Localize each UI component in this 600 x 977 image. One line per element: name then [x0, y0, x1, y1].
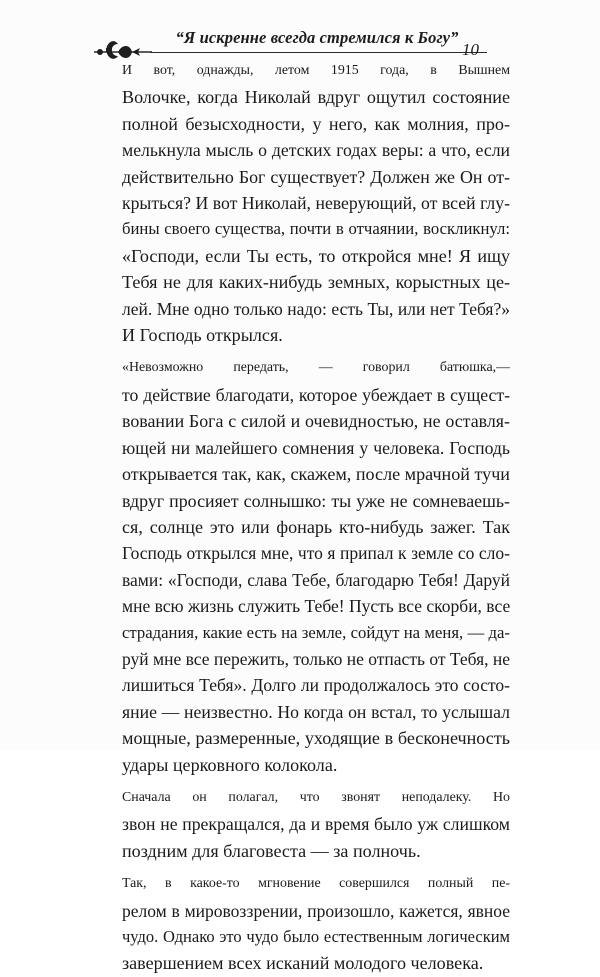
text-line: Волочке, когда Николай вдруг ощутил состояние — [122, 87, 510, 108]
text-line: чудо. Однако это чудо было естественным логическим — [122, 927, 510, 946]
body-text — [92, 58, 510, 977]
text-line: ющей ни малейшего сомнения у человека. Господь — [122, 437, 510, 458]
text-line: Так, в какое-то мгновение совершился полный пе- — [122, 876, 510, 892]
text-line: открывается так, как, скажем, после мрачной тучи — [122, 464, 510, 485]
text-line: удары церковного колокола. — [122, 754, 338, 775]
text-line: вдруг просияет солнышко: ты уже не сомневаешь- — [122, 490, 510, 511]
text-line: поздним для благовеста — за полночь. — [122, 840, 421, 861]
text-line: мощные, размеренные, уходящие в бесконечность — [122, 728, 510, 749]
text-line: Тебя не для каких-нибудь земных, корыстных це- — [122, 272, 510, 293]
text-line: Сначала он полагал, что звонят неподалеку. Но — [122, 789, 510, 805]
running-header — [92, 22, 487, 62]
text-line: яние — неизвестно. Но когда он встал, то услышал — [122, 701, 510, 722]
text-line: звон не прекращался, да и время было уж слишком — [122, 814, 510, 835]
text-line: завершением всех исканий молодого человека. — [122, 953, 484, 974]
text-line: лишиться Тебя». Долго ли продолжалось это состо- — [122, 675, 510, 696]
paragraph — [92, 355, 510, 778]
text-line: релом в мировоззрении, произошло, кажется, явное — [122, 900, 510, 921]
text-line: бины своего существа, почти в отчаянии, воскликнул: — [122, 219, 510, 239]
text-line: вовании Бога с силой и очевидностью, не оставля- — [122, 411, 510, 432]
page-number: 10 — [462, 40, 479, 59]
text-line: ся, солнце это или фонарь кто-нибудь зажег. Так — [122, 516, 510, 537]
text-line: крыться? И вот Николай, неверующий, от всей глу- — [122, 193, 510, 214]
text-line: Господь открылся мне, что я припал к земле со сло- — [122, 543, 510, 564]
text-line: лей. Мне одно только надо: есть Ты, или нет Тебя?» — [122, 298, 510, 319]
header-rule — [150, 52, 487, 53]
text-line: полной безысходности, у него, как молния, про- — [122, 113, 510, 134]
paragraph — [92, 58, 510, 348]
paragraph — [92, 785, 510, 864]
text-line: И Господь открылся. — [122, 325, 283, 346]
text-line: мне всю жизнь служить Тебе! Пусть все скорби, все — [122, 596, 511, 617]
text-line: страдания, какие есть на земле, сойдут на меня, — да- — [122, 622, 510, 642]
text-line: то действие благодати, которое убеждает в сущест- — [122, 384, 510, 405]
text-line: действительно Бог существует? Должен же Он от- — [122, 166, 510, 187]
text-line: вами: «Господи, слава Тебе, благодарю Тебя! Даруй — [122, 569, 510, 590]
fleur-de-lis-ornament-icon — [92, 34, 154, 60]
text-line: руй мне все пережить, только не отпасть от Тебя, не — [122, 648, 511, 669]
text-line: «Господи, если Ты есть, то откройся мне! Я ищу — [122, 245, 510, 266]
text-line: И вот, однажды, летом 1915 года, в Вышнем — [122, 63, 510, 78]
header-title: “Я искренне всегда стремился к Богу” — [175, 28, 459, 47]
text-line: мелькнула мысль о детских годах веры: а что, если — [122, 140, 510, 161]
text-line: «Невозможно передать, — говорил батюшка,— — [122, 360, 510, 376]
paragraph — [92, 871, 510, 977]
